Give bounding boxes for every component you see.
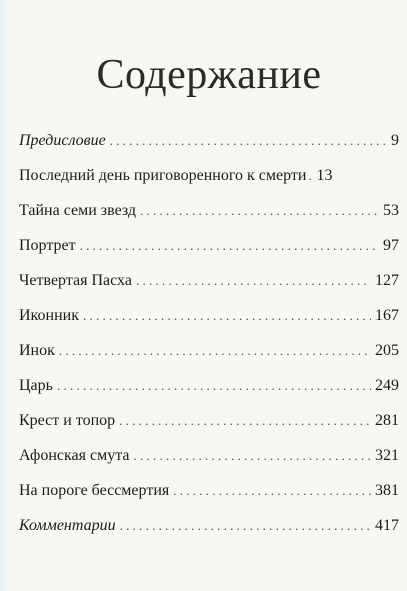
dot-leader: [140, 201, 379, 221]
dot-leader: [83, 306, 371, 326]
toc-entry-title: Четвертая Пасха: [19, 272, 132, 289]
table-of-contents: [19, 131, 399, 551]
toc-entry-title: Афонская смута: [19, 447, 130, 464]
dot-leader: [80, 236, 379, 256]
toc-entry: [19, 481, 399, 516]
toc-entry-title: Тайна семи звезд: [19, 202, 137, 219]
toc-page-number: 97: [383, 237, 399, 254]
book-page: [19, 0, 399, 591]
toc-page-number: 167: [375, 307, 399, 324]
toc-entry: [19, 306, 399, 341]
toc-page-number: 417: [375, 517, 399, 534]
toc-entry-title: Крест и топор: [19, 412, 116, 429]
dot-leader: [120, 516, 371, 536]
toc-entry: [19, 201, 399, 236]
dot-leader: [133, 446, 371, 466]
dot-leader: [173, 481, 371, 501]
toc-entry-title: Последний день приговоренного к смерти: [19, 167, 307, 184]
toc-entry-title: На пороге бессмертия: [19, 482, 170, 499]
toc-entry: [19, 516, 399, 551]
toc-page-number: 381: [375, 482, 399, 499]
toc-entry: [19, 411, 399, 446]
toc-entry-title: Предисловие: [19, 132, 106, 149]
toc-page-number: 9: [391, 132, 399, 149]
toc-entry: [19, 166, 399, 201]
dot-leader: [119, 411, 371, 431]
dot-leader: [59, 341, 371, 361]
toc-entry-title: Иконник: [19, 307, 79, 324]
toc-page-number: 53: [383, 202, 399, 219]
dot-leader: [110, 131, 387, 151]
dot-leader: [136, 271, 371, 291]
toc-page-number: 127: [375, 272, 399, 289]
toc-page-number: 205: [375, 342, 399, 359]
toc-entry: [19, 341, 399, 376]
toc-entry-title: Комментарии: [19, 517, 116, 534]
toc-entry: [19, 236, 399, 271]
toc-entry: [19, 376, 399, 411]
toc-page-number: 13: [316, 167, 333, 184]
toc-entry: [19, 446, 399, 481]
dot-leader: [308, 166, 314, 186]
toc-page-number: 249: [375, 377, 399, 394]
dot-leader: [57, 376, 371, 396]
toc-entry-title: Инок: [19, 342, 55, 359]
toc-entry-title: Портрет: [19, 237, 76, 254]
toc-entry: [19, 271, 399, 306]
toc-entry-title: Царь: [19, 377, 53, 394]
toc-entry: [19, 131, 399, 166]
toc-page-number: 321: [375, 447, 399, 464]
page-title: Содержание: [96, 52, 322, 99]
toc-page-number: 281: [375, 412, 399, 429]
page-edge-shadow: [0, 0, 8, 591]
